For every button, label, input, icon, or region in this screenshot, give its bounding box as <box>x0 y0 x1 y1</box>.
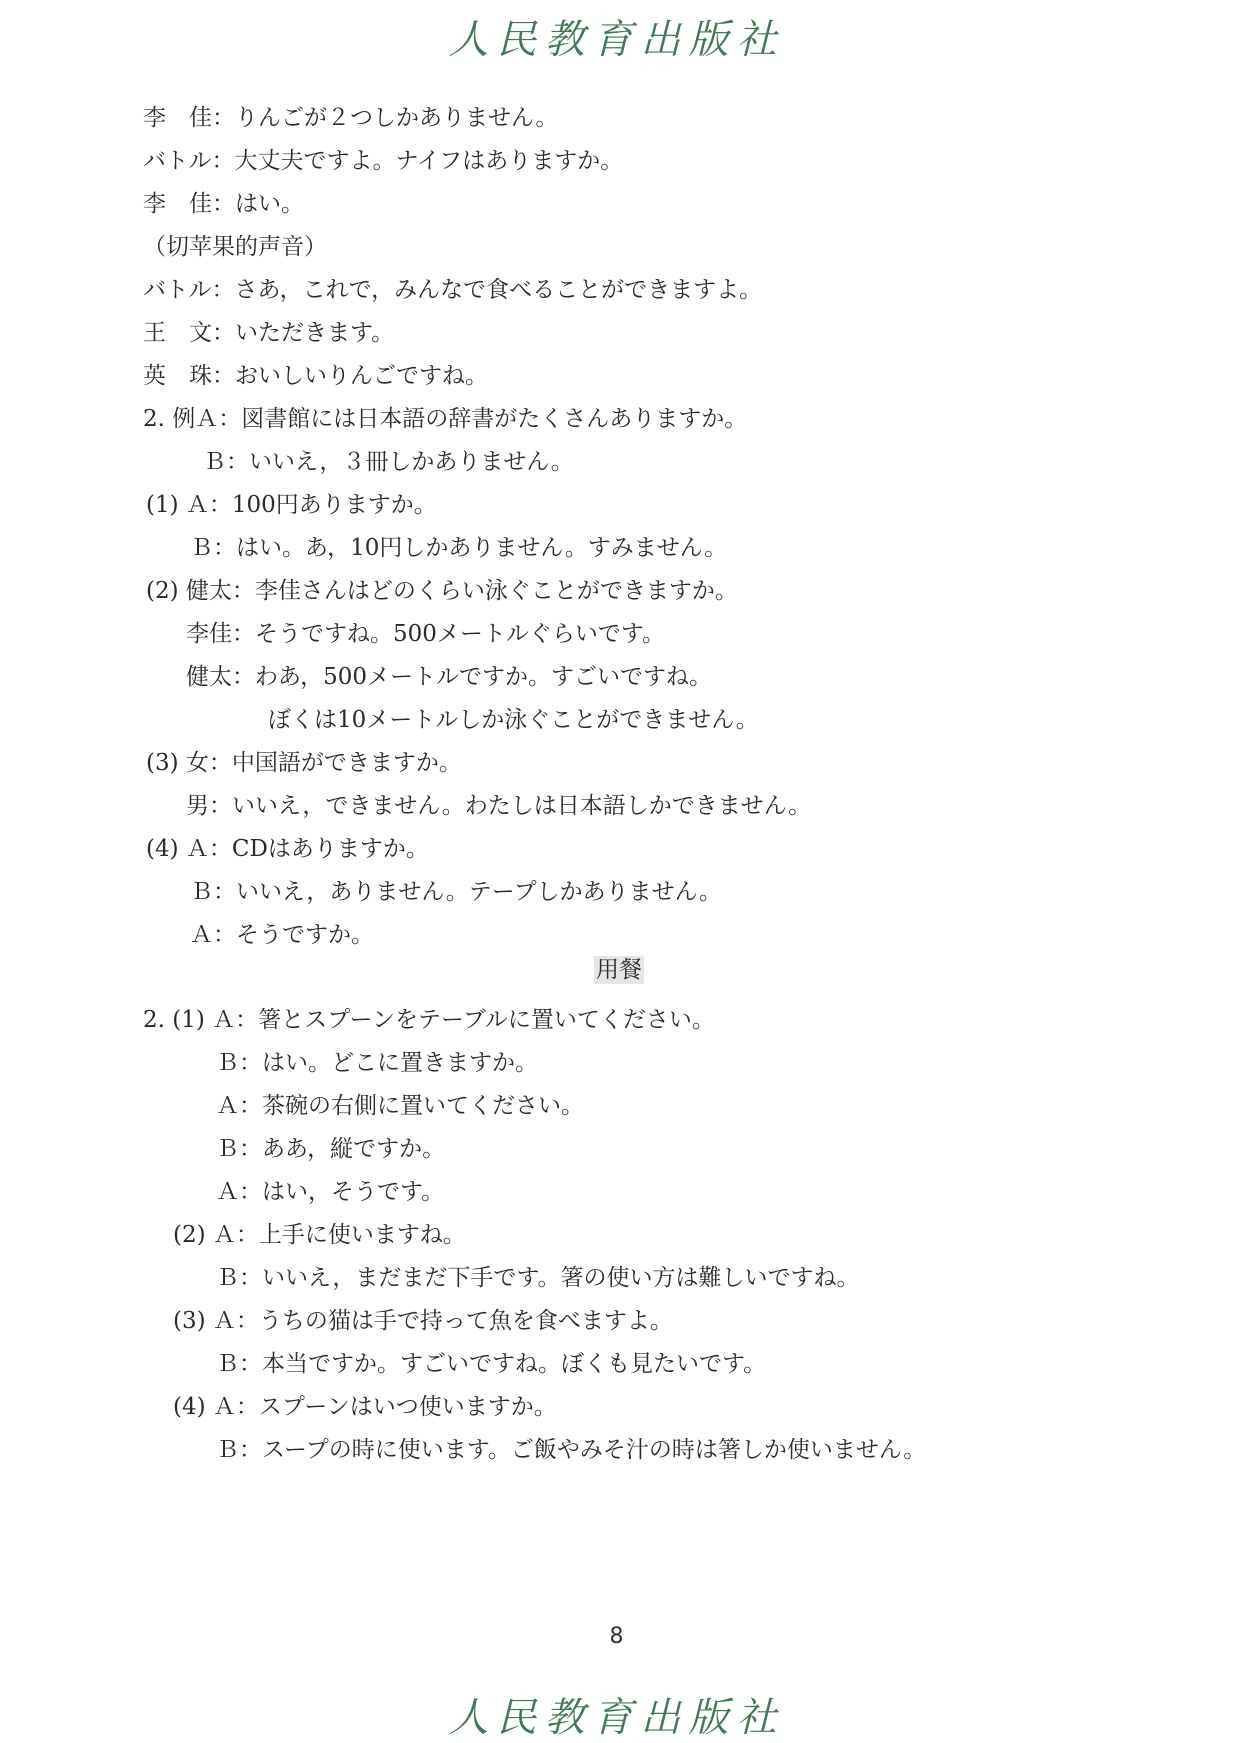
exercise-line: 2. (1) Ａ：箸とスプーンをテーブルに置いてください。 <box>143 1007 715 1033</box>
exercise-line: (3) 女：中国語ができますか。 <box>146 750 462 776</box>
exercise-line: 男：いいえ，できません。わたしは日本語しかできません。 <box>186 793 812 819</box>
dialogue-line: （切苹果的声音） <box>143 234 327 260</box>
exercise-line: Ｂ：いいえ，まだまだ下手です。箸の使い方は難しいですね。 <box>216 1265 860 1291</box>
dialogue-line: バトル：大丈夫ですよ。ナイフはありますか。 <box>143 148 624 174</box>
dialogue-line: バトル：さあ，これで，みんなで食べることができますよ。 <box>143 277 763 303</box>
exercise-line: (2) Ａ：上手に使いますね。 <box>173 1222 466 1248</box>
exercise-line: Ｂ：いいえ，３冊しかありません。 <box>203 449 574 475</box>
exercise-line: (4) Ａ：CDはありますか。 <box>146 836 429 862</box>
exercise-line: Ａ：はい，そうです。 <box>216 1179 445 1205</box>
exercise-line: Ａ：そうですか。 <box>190 922 374 948</box>
exercise-line: (1) Ａ：100円ありますか。 <box>146 492 437 518</box>
exercise-line: Ｂ：いいえ，ありません。テープしかありません。 <box>190 879 722 905</box>
exercise-line: Ｂ：スープの時に使います。ご飯やみそ汁の時は箸しか使いません。 <box>216 1437 927 1463</box>
exercise-line: 李佳：そうですね。500メートルぐらいです。 <box>186 621 666 647</box>
exercise-line: (3) Ａ：うちの猫は手で持って魚を食べますよ。 <box>173 1308 673 1334</box>
exercise-line: Ｂ：はい。あ，10円しかありません。すみません。 <box>190 535 728 561</box>
dialogue-line: 李 佳：はい。 <box>143 191 304 217</box>
exercise-line: ぼくは10メートルしか泳ぐことができません。 <box>268 707 759 733</box>
exercise-line: Ｂ：ああ，縦ですか。 <box>216 1136 446 1162</box>
dialogue-line: 英 珠：おいしいりんごですね。 <box>143 363 488 389</box>
publisher-logo-bottom: 人民教育出版社 <box>448 1695 785 1741</box>
publisher-logo-top: 人民教育出版社 <box>448 17 785 63</box>
dialogue-line: 李 佳：りんごが２つしかありません。 <box>143 105 559 131</box>
exercise-line: (2) 健太：李佳さんはどのくらい泳ぐことができますか。 <box>146 578 738 604</box>
page-number: 8 <box>609 1624 624 1649</box>
section-title: 用餐 <box>596 957 642 983</box>
exercise-line: 健太：わあ，500メートルですか。すごいですね。 <box>186 664 712 690</box>
exercise-line: Ａ：茶碗の右側に置いてください。 <box>216 1093 584 1119</box>
exercise-line: Ｂ：はい。どこに置きますか。 <box>216 1050 538 1076</box>
exercise-line: (4) Ａ：スプーンはいつ使いますか。 <box>173 1394 557 1420</box>
dialogue-line: 王 文：いただきます。 <box>143 320 395 346</box>
exercise-line: 2. 例Ａ：図書館には日本語の辞書がたくさんありますか。 <box>143 406 748 432</box>
exercise-line: Ｂ：本当ですか。すごいですね。ぼくも見たいです。 <box>216 1351 767 1377</box>
